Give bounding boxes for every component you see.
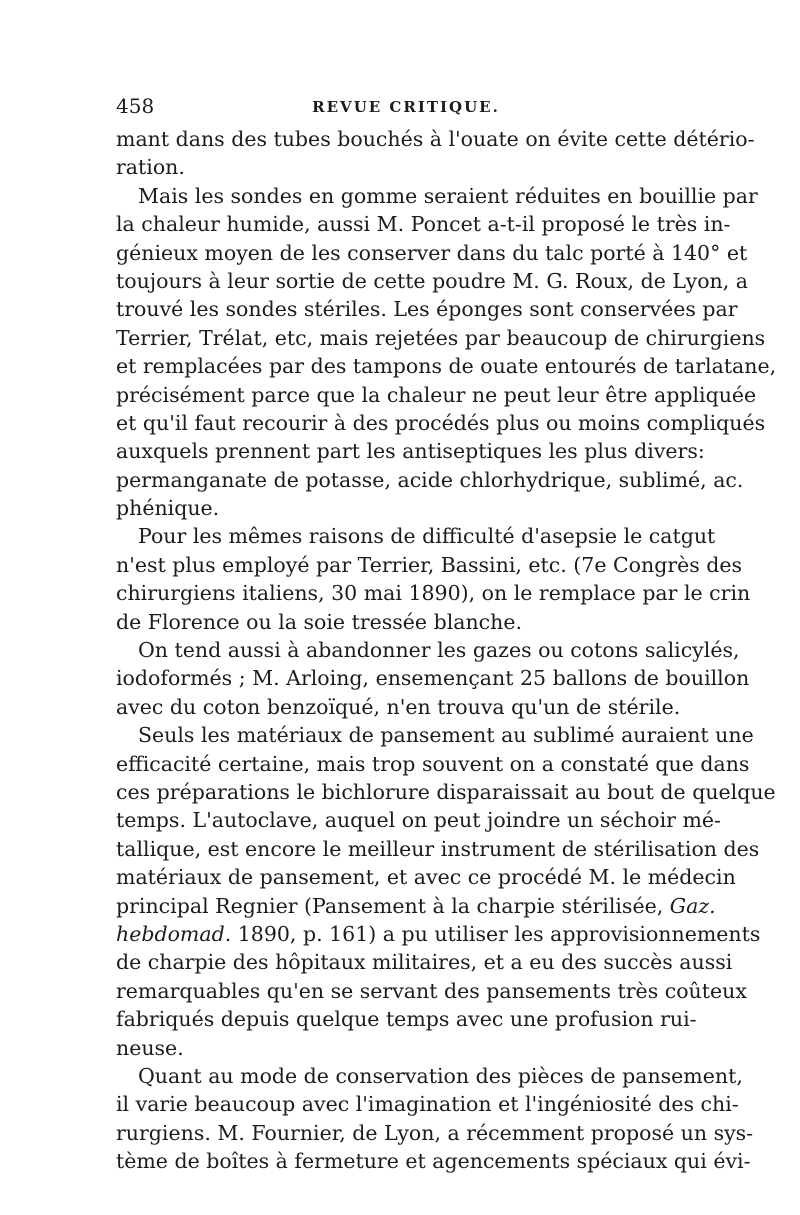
text-line: fabriqués depuis quelque temps avec une profusion rui- bbox=[116, 1007, 697, 1032]
text-line: et qu'il faut recourir à des procédés plus ou moins compliqués bbox=[116, 410, 766, 435]
body-text bbox=[116, 125, 777, 1175]
text-line: neuse. bbox=[116, 1035, 184, 1060]
text-line: matériaux de pansement, et avec ce procédé M. le médecin bbox=[116, 865, 736, 890]
text-line: remarquables qu'en se servant des pansements très coûteux bbox=[116, 978, 747, 1003]
text-line: permanganate de potasse, acide chlorhydrique, sublimé, ac. bbox=[116, 467, 744, 492]
text-line: On tend aussi à abandonner les gazes ou cotons salicylés, bbox=[138, 638, 740, 663]
running-title: REVUE CRITIQUE. bbox=[312, 98, 500, 116]
text-line: chirurgiens italiens, 30 mai 1890), on le remplace par le crin bbox=[116, 581, 751, 606]
text-line: Seuls les matériaux de pansement au sublimé auraient une bbox=[138, 723, 754, 748]
text-line: auxquels prennent part les antiseptiques les plus divers: bbox=[116, 439, 705, 464]
text-line: Quant au mode de conservation des pièces de pansement, bbox=[138, 1063, 743, 1088]
text-line: tallique, est encore le meilleur instrument de stérilisation des bbox=[116, 836, 760, 861]
text-line: il varie beaucoup avec l'imagination et l'ingéniosité des chi- bbox=[116, 1092, 739, 1117]
text-line: de Florence ou la soie tressée blanche. bbox=[116, 609, 523, 634]
page-number: 458 bbox=[116, 94, 155, 118]
text-line: Terrier, Trélat, etc, mais rejetées par beaucoup de chirurgiens bbox=[116, 325, 766, 350]
text-line: toujours à leur sortie de cette poudre M. G. Roux, de Lyon, a bbox=[116, 268, 748, 293]
text-line: hebdomad. 1890, p. 161) a pu utiliser les approvisionnements bbox=[116, 921, 761, 946]
text-line: tème de boîtes à fermeture et agencements spéciaux qui évi- bbox=[116, 1149, 751, 1174]
text-line: temps. L'autoclave, auquel on peut joindre un séchoir mé- bbox=[116, 808, 721, 833]
text-line: Mais les sondes en gomme seraient réduites en bouillie par bbox=[138, 183, 758, 208]
text-line: avec du coton benzoïqué, n'en trouva qu'un de stérile. bbox=[116, 694, 681, 719]
text-line: génieux moyen de les conserver dans du talc porté à 140° et bbox=[116, 240, 748, 265]
text-line: de charpie des hôpitaux militaires, et a eu des succès aussi bbox=[116, 950, 733, 975]
text-line: phénique. bbox=[116, 496, 220, 521]
text-line: iodoformés ; M. Arloing, ensemençant 25 ballons de bouillon bbox=[116, 666, 750, 691]
page-header bbox=[116, 94, 696, 124]
text-line: n'est plus employé par Terrier, Bassini, etc. (7e Congrès des bbox=[116, 552, 743, 577]
text-line: efficacité certaine, mais trop souvent on a constaté que dans bbox=[116, 751, 750, 776]
text-line: et remplacées par des tampons de ouate entourés de tarlatane, bbox=[116, 354, 777, 379]
text-line: trouvé les sondes stériles. Les éponges sont conservées par bbox=[116, 297, 738, 322]
text-line: principal Regnier (Pansement à la charpie stérilisée, Gaz. bbox=[116, 893, 716, 918]
text-line: rurgiens. M. Fournier, de Lyon, a récemment proposé un sys- bbox=[116, 1120, 754, 1145]
text-line: Pour les mêmes raisons de difficulté d'asepsie le catgut bbox=[138, 524, 716, 549]
text-line: la chaleur humide, aussi M. Poncet a-t-il proposé le très in- bbox=[116, 212, 731, 237]
text-line: précisément parce que la chaleur ne peut leur être appliquée bbox=[116, 382, 757, 407]
text-line: ces préparations le bichlorure disparaissait au bout de quelque bbox=[116, 779, 776, 804]
text-line: mant dans des tubes bouchés à l'ouate on évite cette détério- bbox=[116, 127, 755, 151]
text-line: ration. bbox=[116, 155, 185, 180]
